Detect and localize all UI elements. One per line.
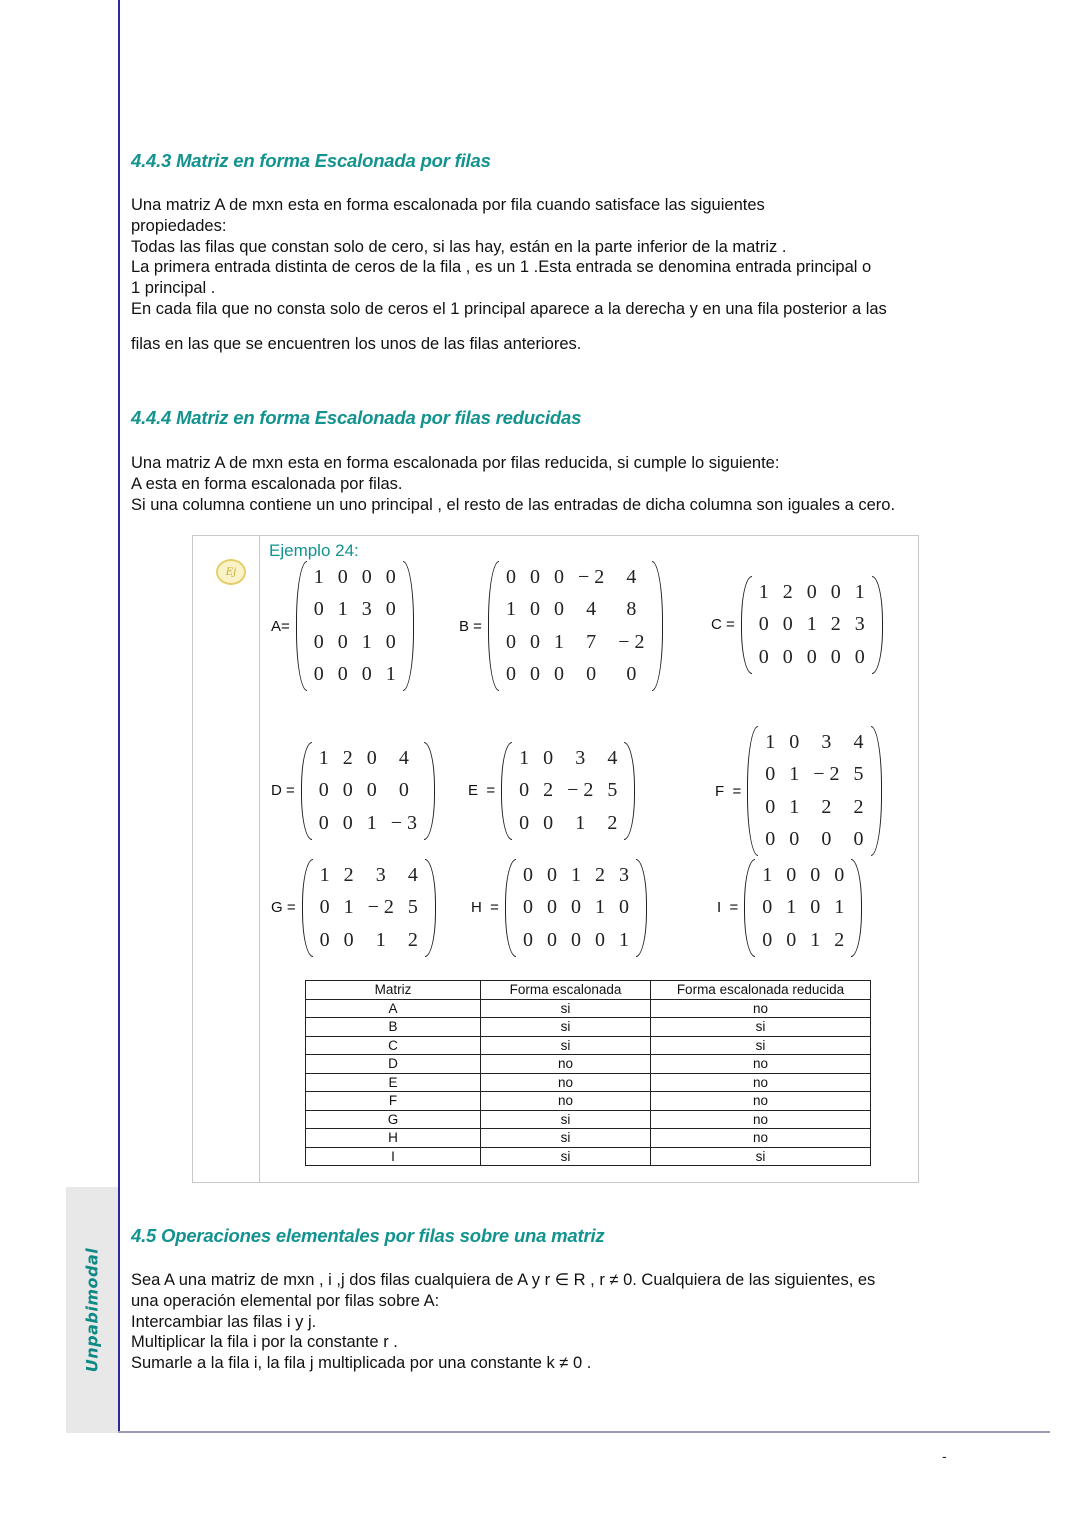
matrix-entry: 0	[789, 828, 800, 851]
column-header: Matriz	[306, 981, 481, 1000]
matrix-entry: 0	[594, 928, 605, 951]
table-cell: si	[481, 999, 651, 1018]
matrix-a	[271, 561, 414, 691]
matrix-entry: 0	[337, 565, 348, 588]
matrix-entry: 0	[786, 928, 797, 951]
paragraph-line: A esta en forma escalonada por filas.	[131, 474, 403, 493]
matrix-entry: 2	[834, 928, 845, 951]
table-cell: no	[481, 1055, 651, 1074]
table-cell: B	[306, 1018, 481, 1037]
matrix-b	[459, 561, 663, 691]
matrix-row	[758, 726, 870, 759]
matrix-entry: 1	[834, 896, 845, 919]
matrix-entry: 0	[618, 896, 629, 919]
matrix-entry: 1	[366, 811, 377, 834]
matrix-entry: 4	[398, 746, 409, 769]
matrix-entry: 4	[607, 746, 618, 769]
matrix-entry: 3	[854, 613, 865, 636]
matrix-label: F =	[715, 782, 742, 800]
matrix-entry: 1	[343, 896, 354, 919]
matrix-entry: 2	[607, 811, 618, 834]
matrix-entry: 3	[361, 598, 372, 621]
matrix-entry: 0	[810, 863, 821, 886]
matrix-entry: 1	[594, 896, 605, 919]
matrix-entry: 0	[543, 746, 554, 769]
paragraph-line: Todas las filas que constan solo de cero, si las hay, están en la parte inferior de la matriz .	[131, 237, 787, 256]
matrix-entry: 0	[806, 580, 817, 603]
matrix-entry: 0	[361, 565, 372, 588]
matrix-entry: 2	[543, 779, 554, 802]
matrix-entry: 0	[318, 779, 329, 802]
matrix-entry: 0	[853, 828, 864, 851]
matrix-entry: 1	[789, 763, 800, 786]
matrix-entry: 0	[762, 896, 773, 919]
matrix-entry: 2	[343, 863, 354, 886]
table-cell: E	[306, 1073, 481, 1092]
table-cell: si	[481, 1018, 651, 1037]
matrix-entry: 0	[366, 746, 377, 769]
sidebar-label: Unpabimodal	[82, 1247, 102, 1373]
matrix-entry: 0	[834, 863, 845, 886]
table-header-row	[306, 981, 871, 1000]
matrix-entry: 0	[337, 663, 348, 686]
table-row	[306, 999, 871, 1018]
section-443-body	[131, 195, 981, 320]
matrix-row	[758, 791, 870, 824]
section-444-body	[131, 453, 981, 515]
matrix-entry: 1	[337, 598, 348, 621]
matrix-entry: 0	[385, 630, 396, 653]
matrix-row	[758, 824, 870, 857]
matrix-entry: 0	[522, 928, 533, 951]
matrix-entry: 0	[342, 811, 353, 834]
matrix-row	[312, 775, 424, 808]
column-header: Forma escalonada reducida	[651, 981, 871, 1000]
matrix-entry: 1	[810, 928, 821, 951]
table-cell: D	[306, 1055, 481, 1074]
matrix-label: I =	[717, 899, 739, 917]
table-row	[306, 1147, 871, 1166]
paragraph-line: La primera entrada distinta de ceros de la fila , es un 1 .Esta entrada se denomina entrada principal o	[131, 258, 872, 277]
matrix-row	[516, 859, 636, 892]
matrix-entry: 1	[313, 565, 324, 588]
matrix-row	[313, 859, 425, 892]
matrix-entry: 1	[375, 928, 386, 951]
matrix-entry: 0	[522, 863, 533, 886]
matrix-entry: 1	[505, 598, 516, 621]
matrix-entry: 0	[626, 663, 637, 686]
matrix-entry: 0	[821, 828, 832, 851]
matrix-entry: 1	[385, 663, 396, 686]
matrix-i	[717, 859, 862, 957]
left-margin-rule	[118, 0, 120, 1433]
matrix-entry: − 2	[567, 779, 594, 802]
matrix-entry: 1	[361, 630, 372, 653]
matrix-entry: 0	[765, 795, 776, 818]
paragraph-line: Intercambiar las filas i y j.	[131, 1312, 317, 1331]
matrix-entries	[752, 576, 872, 674]
matrix-entry: 0	[789, 730, 800, 753]
matrix-row	[758, 759, 870, 792]
table-cell: no	[651, 999, 871, 1018]
example-box	[192, 535, 919, 1183]
matrix-row	[512, 742, 624, 775]
matrix-entry: 0	[385, 565, 396, 588]
matrix-entry: 0	[529, 598, 540, 621]
paragraph-line: Sea A una matriz de mxn , i ,j dos filas cualquiera de A y r ∈ R , r ≠ 0. Cualquiera de las siguientes, es	[131, 1271, 876, 1289]
matrix-row	[499, 594, 652, 627]
matrix-entry: 0	[313, 630, 324, 653]
example-divider	[259, 536, 260, 1182]
table-row	[306, 1092, 871, 1111]
table-cell: C	[306, 1036, 481, 1055]
matrix-entry: 3	[821, 730, 832, 753]
matrix-entry: 2	[782, 580, 793, 603]
table-cell: si	[651, 1036, 871, 1055]
matrix-entry: 1	[319, 863, 330, 886]
matrix-row	[752, 609, 872, 642]
matrix-entry: 3	[575, 746, 586, 769]
section-443-title: 4.4.3 Matriz en forma Escalonada por filas	[131, 150, 491, 171]
matrix-e	[468, 742, 635, 840]
matrix-entry: 0	[586, 663, 597, 686]
matrix-entry: 0	[546, 928, 557, 951]
column-header: Forma escalonada	[481, 981, 651, 1000]
matrix-entry: 0	[361, 663, 372, 686]
table-row	[306, 1110, 871, 1129]
matrix-entry: 0	[762, 928, 773, 951]
matrix-entry: 5	[407, 896, 418, 919]
matrix-row	[755, 892, 851, 925]
matrix-entry: − 2	[813, 763, 840, 786]
table-cell: si	[481, 1036, 651, 1055]
matrix-entry: 0	[318, 811, 329, 834]
section-443-last-line	[131, 334, 981, 355]
table-cell: no	[481, 1092, 651, 1111]
paragraph-line: Una matriz A de mxn esta en forma escalonada por filas reducida, si cumple lo siguiente:	[131, 454, 780, 472]
matrix-entries	[758, 726, 870, 856]
paragraph-line: Multiplicar la fila i por la constante r .	[131, 1333, 398, 1352]
matrix-label: D =	[271, 782, 295, 800]
table-cell: A	[306, 999, 481, 1018]
matrix-entry: 0	[854, 645, 865, 668]
matrix-row	[512, 775, 624, 808]
matrix-entry: 2	[594, 863, 605, 886]
matrix-entry: 0	[782, 645, 793, 668]
matrix-entry: 0	[543, 811, 554, 834]
example-badge-icon: Ej	[216, 559, 246, 585]
matrix-entry: 0	[313, 663, 324, 686]
matrix-entry: 0	[319, 928, 330, 951]
matrix-f	[715, 726, 882, 856]
example-title: Ejemplo 24:	[269, 541, 359, 560]
matrix-entry: 1	[553, 630, 564, 653]
matrix-entries	[512, 742, 624, 840]
table-row	[306, 1129, 871, 1148]
matrix-entry: 1	[575, 811, 586, 834]
matrix-row	[512, 807, 624, 840]
matrix-entry: 0	[546, 863, 557, 886]
matrix-entry: 2	[407, 928, 418, 951]
matrix-entry: 0	[529, 565, 540, 588]
matrix-entry: 1	[318, 746, 329, 769]
matrix-entry: 8	[626, 598, 637, 621]
matrix-entry: 4	[407, 863, 418, 886]
matrix-entry: 0	[505, 663, 516, 686]
matrix-entries	[307, 561, 403, 691]
matrix-entry: 0	[810, 896, 821, 919]
matrix-entry: 1	[618, 928, 629, 951]
matrix-entries	[313, 859, 425, 957]
matrix-row	[752, 576, 872, 609]
matrix-entry: 0	[553, 598, 564, 621]
table-cell: no	[651, 1110, 871, 1129]
page-marker: -	[942, 1448, 947, 1464]
matrix-entries	[755, 859, 851, 957]
matrix-entry: 0	[553, 663, 564, 686]
matrix-entry: 3	[375, 863, 386, 886]
matrix-row	[516, 924, 636, 957]
matrix-entry: 0	[758, 645, 769, 668]
matrix-entry: 1	[762, 863, 773, 886]
matrix-entry: 0	[570, 928, 581, 951]
matrix-entry: 0	[398, 779, 409, 802]
table-cell: si	[651, 1018, 871, 1037]
matrix-entry: 4	[586, 598, 597, 621]
matrix-row	[755, 859, 851, 892]
matrix-row	[312, 742, 424, 775]
matrix-entry: 4	[853, 730, 864, 753]
table-cell: si	[481, 1147, 651, 1166]
matrix-entry: − 2	[618, 630, 645, 653]
matrix-label: G =	[271, 899, 296, 917]
matrix-entry: 2	[342, 746, 353, 769]
matrix-label: H =	[471, 899, 499, 917]
matrix-entry: 1	[758, 580, 769, 603]
table-row	[306, 1073, 871, 1092]
matrix-entry: 1	[806, 613, 817, 636]
table-row	[306, 1036, 871, 1055]
bottom-rule	[118, 1431, 1050, 1433]
matrix-entry: 4	[626, 565, 637, 588]
matrix-entry: 0	[570, 896, 581, 919]
matrix-entry: 0	[553, 565, 564, 588]
matrix-row	[313, 924, 425, 957]
matrix-entry: − 3	[390, 811, 418, 834]
matrix-entries	[312, 742, 424, 840]
matrix-entry: 0	[830, 580, 841, 603]
matrix-row	[516, 892, 636, 925]
section-45-title: 4.5 Operaciones elementales por filas sobre una matriz	[131, 1225, 605, 1246]
matrix-row	[499, 659, 652, 692]
matrix-entry: 2	[821, 795, 832, 818]
matrix-entry: 3	[618, 863, 629, 886]
matrix-entry: 0	[522, 896, 533, 919]
matrix-entry: 0	[546, 896, 557, 919]
matrix-d	[271, 742, 435, 840]
matrix-row	[313, 892, 425, 925]
matrix-entry: 0	[786, 863, 797, 886]
table-cell: no	[651, 1129, 871, 1148]
matrix-entry: 0	[519, 779, 530, 802]
matrix-entry: 0	[385, 598, 396, 621]
matrix-entry: 2	[830, 613, 841, 636]
matrix-entry: 0	[765, 763, 776, 786]
matrix-entry: 0	[758, 613, 769, 636]
table-cell: H	[306, 1129, 481, 1148]
matrix-entry: 1	[789, 795, 800, 818]
section-45-body	[131, 1270, 981, 1374]
matrix-entries	[499, 561, 652, 691]
matrix-entry: 0	[342, 779, 353, 802]
matrix-entry: − 2	[577, 565, 605, 588]
table-cell: no	[481, 1073, 651, 1092]
matrix-entry: 0	[765, 828, 776, 851]
matrix-h	[471, 859, 647, 957]
matrix-row	[752, 641, 872, 674]
matrix-entry: 0	[366, 779, 377, 802]
section-444-title: 4.4.4 Matriz en forma Escalonada por filas reducidas	[131, 407, 582, 428]
paragraph-line: 1 principal .	[131, 279, 216, 298]
paragraph-line: filas en las que se encuentren los unos de las filas anteriores.	[131, 335, 582, 353]
table-cell: no	[651, 1073, 871, 1092]
paragraph-line: Si una columna contiene un uno principal , el resto de las entradas de dicha columna son iguales a cero.	[131, 495, 896, 514]
matrix-row	[499, 626, 652, 659]
matrix-row	[499, 561, 652, 594]
matrix-row	[307, 659, 403, 692]
matrix-entry: 1	[765, 730, 776, 753]
matrix-entry: 0	[529, 663, 540, 686]
paragraph-line: propiedades:	[131, 216, 227, 235]
matrix-entry: 1	[786, 896, 797, 919]
matrix-label: A=	[271, 617, 290, 635]
matrix-entry: 7	[586, 630, 597, 653]
table-cell: no	[651, 1055, 871, 1074]
matrix-entry: 1	[519, 746, 530, 769]
matrix-g	[271, 859, 436, 957]
matrix-entry: 0	[319, 896, 330, 919]
matrix-row	[312, 807, 424, 840]
matrix-entry: 0	[505, 565, 516, 588]
matrix-entry: 5	[607, 779, 618, 802]
matrix-entries	[516, 859, 636, 957]
matrix-entry: 0	[806, 645, 817, 668]
matrix-entry: 0	[337, 630, 348, 653]
matrix-row	[307, 561, 403, 594]
matrix-entry: 0	[529, 630, 540, 653]
matrix-entry: 0	[830, 645, 841, 668]
matrix-label: C =	[711, 616, 735, 634]
matrix-label: E =	[468, 782, 496, 800]
matrix-entry: 0	[782, 613, 793, 636]
paragraph-line: En cada fila que no consta solo de ceros el 1 principal aparece a la derecha y en una fila posterior a las	[131, 299, 887, 318]
matrix-c	[711, 576, 883, 674]
paragraph-line: una operación elemental por filas sobre A:	[131, 1291, 440, 1310]
matrix-row	[755, 924, 851, 957]
matrix-entry: 0	[505, 630, 516, 653]
table-row	[306, 1018, 871, 1037]
table-cell: si	[651, 1147, 871, 1166]
table-cell: G	[306, 1110, 481, 1129]
matrix-row	[307, 594, 403, 627]
paragraph-line: Sumarle a la fila i, la fila j multiplicada por una constante k ≠ 0 .	[131, 1354, 592, 1373]
table-cell: no	[651, 1092, 871, 1111]
table-row	[306, 1055, 871, 1074]
matrix-entry: 1	[570, 863, 581, 886]
paragraph-line: Una matriz A de mxn esta en forma escalonada por fila cuando satisface las siguientes	[131, 196, 765, 214]
matrix-entry: 5	[853, 763, 864, 786]
table-cell: si	[481, 1129, 651, 1148]
matrix-entry: 0	[519, 811, 530, 834]
matrix-entry: 0	[313, 598, 324, 621]
matrix-label: B =	[459, 617, 482, 635]
classification-table	[305, 980, 871, 1166]
matrix-row	[307, 626, 403, 659]
matrix-entry: 1	[854, 580, 865, 603]
table-cell: F	[306, 1092, 481, 1111]
matrix-entry: − 2	[367, 896, 394, 919]
matrix-entry: 0	[343, 928, 354, 951]
table-cell: I	[306, 1147, 481, 1166]
matrix-entry: 2	[853, 795, 864, 818]
table-cell: si	[481, 1110, 651, 1129]
